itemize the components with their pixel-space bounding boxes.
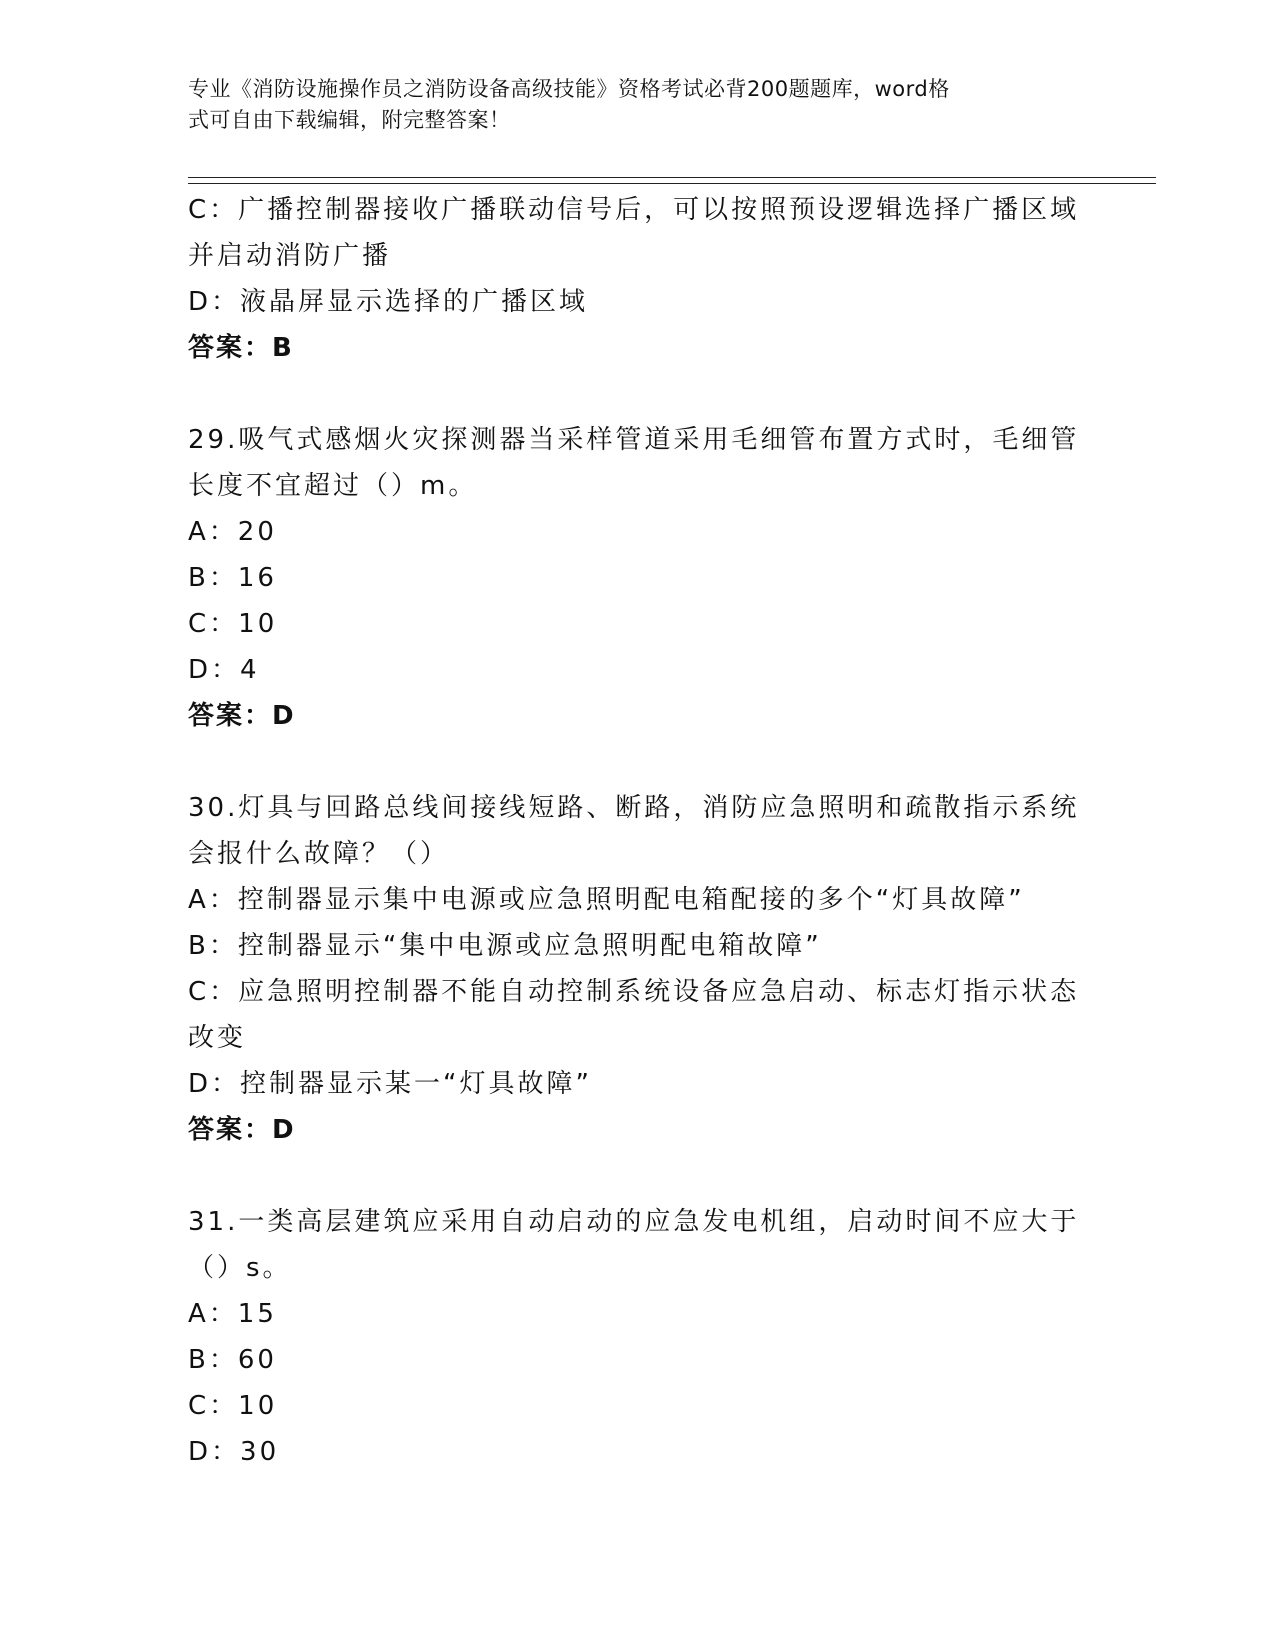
q30-answer: 答案：D bbox=[188, 1115, 296, 1145]
q29-stem-line-1: 29.吸气式感烟火灾探测器当采样管道采用毛细管布置方式时，毛细管 bbox=[188, 425, 1080, 455]
q29-answer: 答案：D bbox=[188, 701, 296, 731]
q31-option-a: A：15 bbox=[188, 1299, 277, 1329]
q28-option-c-line-1: C：广播控制器接收广播联动信号后，可以按照预设逻辑选择广播区域 bbox=[188, 195, 1080, 225]
q31-option-b: B：60 bbox=[188, 1345, 277, 1375]
q29-option-a: A：20 bbox=[188, 517, 277, 547]
question-31 bbox=[188, 1199, 1078, 1475]
question-spacer bbox=[188, 1153, 1078, 1199]
question-spacer bbox=[188, 739, 1078, 785]
q30-option-c-line-1: C：应急照明控制器不能自动控制系统设备应急启动、标志灯指示状态 bbox=[188, 977, 1080, 1007]
question-29 bbox=[188, 417, 1078, 739]
q31-option-c: C：10 bbox=[188, 1391, 278, 1421]
q29-stem-line-2: 长度不宜超过（）m。 bbox=[188, 471, 478, 501]
question-28-tail bbox=[188, 187, 1078, 371]
header-line-1: 专业《消防设施操作员之消防设备高级技能》资格考试必背200题题库，word格 bbox=[188, 77, 950, 101]
header-divider-bottom bbox=[188, 183, 1156, 184]
q30-stem-line-1: 30.灯具与回路总线间接线短路、断路，消防应急照明和疏散指示系统 bbox=[188, 793, 1080, 823]
q30-option-a: A：控制器显示集中电源或应急照明配电箱配接的多个“灯具故障” bbox=[188, 885, 1025, 915]
q29-option-b: B：16 bbox=[188, 563, 277, 593]
q30-option-d: D：控制器显示某一“灯具故障” bbox=[188, 1069, 592, 1099]
question-30 bbox=[188, 785, 1078, 1153]
q31-stem-line-2: （）s。 bbox=[188, 1253, 292, 1283]
q30-stem-line-2: 会报什么故障？（） bbox=[188, 839, 450, 869]
header-divider-top bbox=[188, 177, 1156, 178]
q31-stem-line-1: 31.一类高层建筑应采用自动启动的应急发电机组，启动时间不应大于 bbox=[188, 1207, 1080, 1237]
question-list bbox=[188, 187, 1078, 1475]
q28-option-d: D：液晶屏显示选择的广播区域 bbox=[188, 287, 589, 317]
question-spacer bbox=[188, 371, 1078, 417]
q28-answer: 答案：B bbox=[188, 333, 294, 363]
q28-option-c-line-2: 并启动消防广播 bbox=[188, 241, 392, 271]
document-header bbox=[188, 74, 1068, 136]
q29-option-d: D：4 bbox=[188, 655, 260, 685]
q31-option-d: D：30 bbox=[188, 1437, 280, 1467]
q30-option-b: B：控制器显示“集中电源或应急照明配电箱故障” bbox=[188, 931, 822, 961]
header-line-2: 式可自由下载编辑，附完整答案！ bbox=[188, 108, 511, 132]
q29-option-c: C：10 bbox=[188, 609, 278, 639]
q30-option-c-line-2: 改变 bbox=[188, 1023, 247, 1053]
